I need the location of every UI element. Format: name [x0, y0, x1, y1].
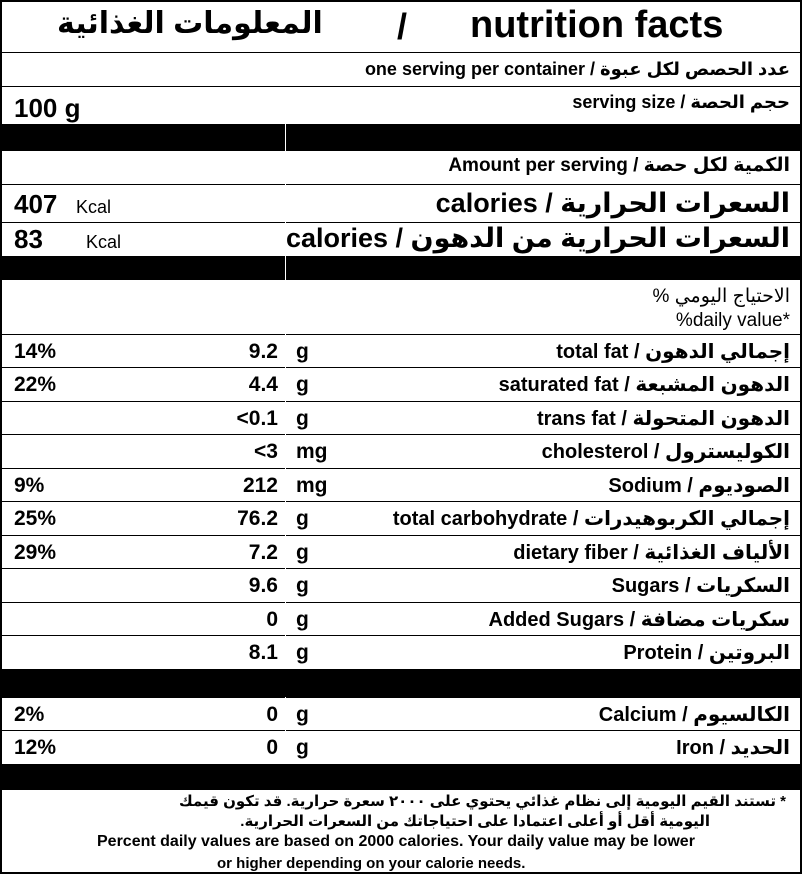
mineral-unit: g [296, 703, 309, 726]
nutrient-label: Protein / البروتين [623, 642, 790, 664]
mineral-daily-percent: 2% [14, 703, 45, 726]
nutrient-label: saturated fat / الدهون المشبعة [498, 374, 790, 396]
title-english: nutrition facts [470, 4, 724, 46]
nutrient-unit: g [296, 608, 309, 631]
nutrient-label: total fat / إجمالي الدهون [556, 341, 790, 363]
dv-header-row [2, 280, 800, 334]
footnote-arabic-2: اليومية أقل أو أعلى اعتمادا على احتياجاتك من السعرات الحرارية. [240, 813, 710, 830]
serving-size-label: serving size / حجم الحصة [572, 92, 790, 112]
amount-row [2, 150, 800, 184]
nutrient-amount: 76.2 [237, 507, 278, 530]
footnote-arabic-1: * تستند القيم اليومية إلى نظام غذائي يحتوي على ٢٠٠٠ سعرة حرارية. قد تكون قيمك [178, 793, 786, 810]
footnote-english-2: or higher depending on your calorie needs. [217, 855, 526, 872]
nutrient-amount: 7.2 [248, 541, 278, 564]
fat-calories-value: 83 [14, 224, 43, 254]
servings-row [2, 52, 800, 86]
nutrient-row [2, 568, 800, 602]
mineral-unit: g [296, 736, 309, 759]
nutrient-amount: 9.2 [248, 340, 278, 363]
nutrient-label: total carbohydrate / إجمالي الكربوهيدرات [392, 508, 790, 530]
nutrient-unit: g [296, 373, 309, 396]
nutrient-row [2, 334, 800, 367]
column-separator [285, 697, 286, 764]
nutrient-label: Added Sugars / سكريات مضافة [488, 609, 790, 631]
nutrient-daily-percent: 25% [14, 507, 57, 530]
thick-divider-3 [2, 669, 800, 697]
nutrient-unit: mg [296, 474, 328, 497]
nutrient-unit: mg [296, 440, 328, 463]
nutrient-label: Sodium / الصوديوم [608, 475, 790, 497]
mineral-row [2, 730, 800, 764]
nutrient-row [2, 535, 800, 568]
servings-text: one serving per container / عدد الحصص لكل عبوة [364, 59, 790, 79]
mineral-amount: 0 [266, 703, 278, 726]
amount-label: Amount per serving / الكمية لكل حصة [448, 155, 790, 176]
nutrient-row [2, 468, 800, 501]
thick-divider-1 [2, 124, 800, 150]
serving-size-row [2, 86, 800, 124]
calories-value: 407 [14, 189, 58, 219]
fat-calories-row [2, 222, 800, 256]
nutrient-row [2, 367, 800, 401]
nutrient-unit: g [296, 340, 309, 363]
footnote-english-1: Percent daily values are based on 2000 calories. Your daily value may be lower [97, 833, 695, 850]
nutrient-daily-percent: 9% [14, 474, 45, 497]
column-separator [285, 124, 286, 664]
nutrient-label: trans fat / الدهون المتحولة [536, 408, 790, 430]
fat-calories-label: calories / السعرات الحرارية من الدهون [285, 223, 790, 253]
nutrient-unit: g [296, 574, 309, 597]
title-arabic: المعلومات الغذائية [57, 7, 323, 40]
thick-divider-4 [2, 764, 800, 790]
nutrient-row [2, 401, 800, 434]
mineral-label: Iron / الحديد [676, 737, 790, 759]
nutrient-label: Sugars / السكريات [611, 575, 790, 597]
nutrient-row [2, 434, 800, 468]
nutrient-unit: g [296, 641, 309, 664]
nutrient-label: cholesterol / الكوليسترول [541, 441, 790, 463]
nutrient-daily-percent: 29% [14, 541, 57, 564]
mineral-daily-percent: 12% [14, 736, 57, 759]
calories-label: calories / السعرات الحرارية [435, 188, 790, 218]
mineral-row [2, 697, 800, 730]
nutrient-label: dietary fiber / الألياف الغذائية [513, 542, 790, 564]
thick-divider-2 [2, 256, 800, 280]
fat-calories-unit: Kcal [86, 232, 122, 252]
serving-size-value: 100 g [14, 93, 81, 123]
nutrient-row [2, 501, 800, 535]
nutrient-amount: <3 [254, 440, 278, 463]
nutrient-amount: 4.4 [248, 373, 278, 396]
nutrient-unit: g [296, 541, 309, 564]
nutrient-unit: g [296, 507, 309, 530]
dv-header-arabic: % الاحتياج اليومي [652, 286, 790, 307]
nutrient-amount: 8.1 [248, 641, 278, 664]
mineral-label: Calcium / الكالسيوم [598, 704, 790, 726]
nutrient-amount: 0 [266, 608, 278, 631]
nutrient-daily-percent: 14% [14, 340, 57, 363]
nutrient-amount: 9.6 [248, 574, 278, 597]
calories-unit: Kcal [76, 197, 112, 217]
nutrient-unit: g [296, 407, 309, 430]
nutrient-row [2, 602, 800, 635]
nutrient-daily-percent: 22% [14, 373, 57, 396]
nutrient-amount: <0.1 [236, 407, 278, 430]
calories-row [2, 184, 800, 222]
dv-header-english: %daily value* [675, 310, 790, 331]
nutrient-row [2, 635, 800, 668]
title-divider: / [397, 6, 408, 47]
mineral-amount: 0 [266, 736, 278, 759]
nutrient-amount: 212 [242, 474, 278, 497]
